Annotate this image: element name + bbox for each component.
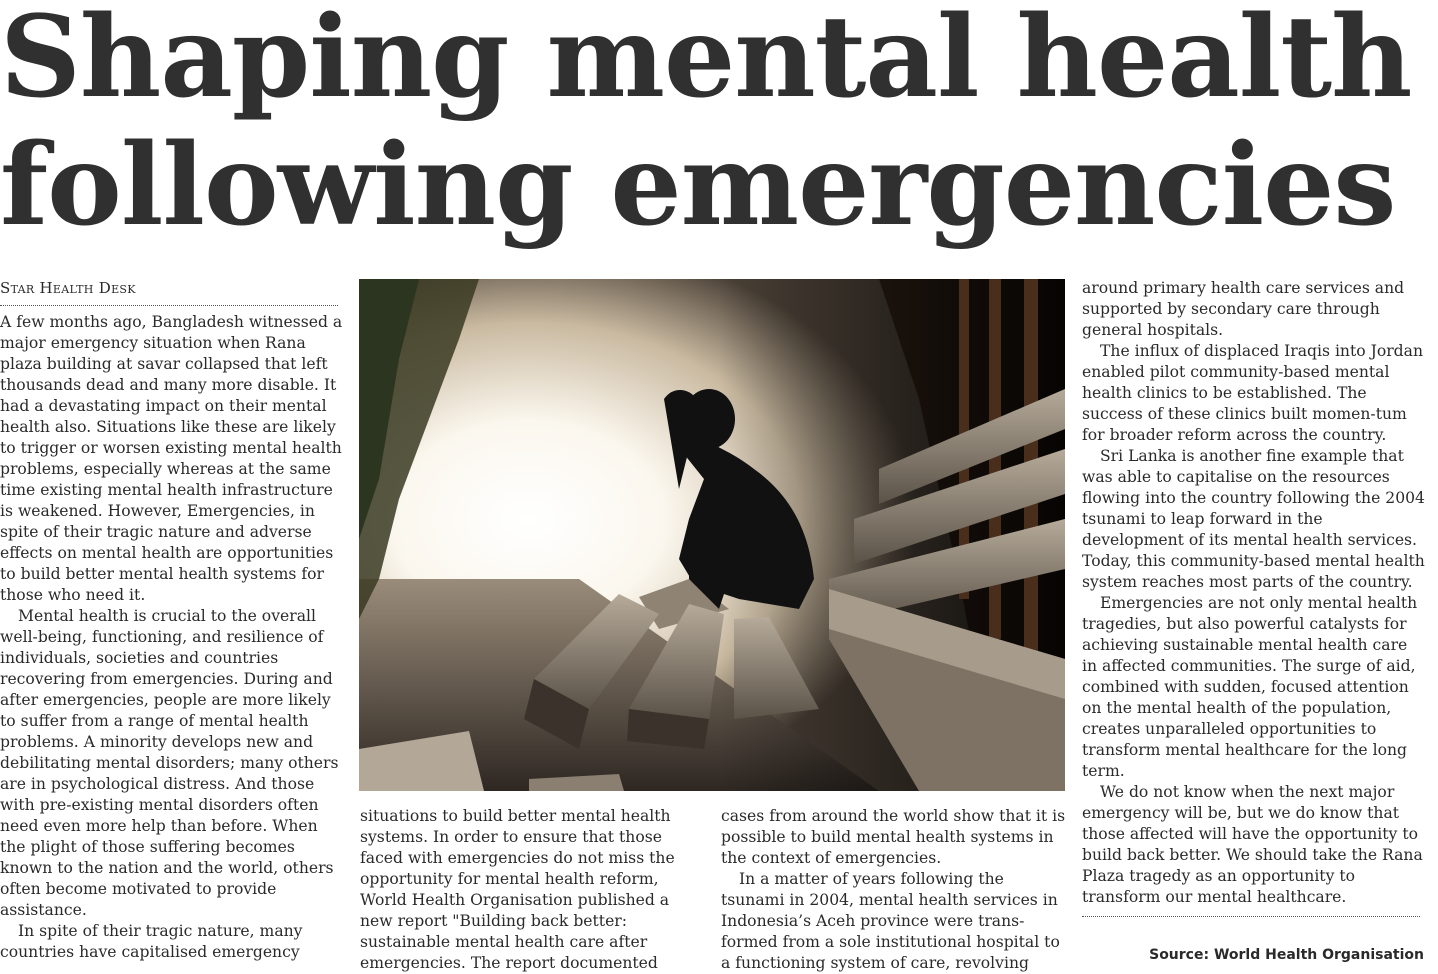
dotted-divider [1082,916,1420,917]
headline-line-1: Shaping mental health [0,0,1412,123]
headline-line-2: following emergencies [0,120,1396,251]
paragraph: situations to build better mental health systems. In order to ensure that those faced with emergencies do not miss the opportunity for mental health reform, World Health Organisation published a new report "Building back better: sustainable mental health care after emergencies. The report documented [360,807,675,972]
paragraph: We do not know when the next major emergency will be, but we do know that those affected will have the opportunity to build back better. We should take the Rana Plaza tragedy as an opportunity to transform our mental healthcare. [1082,783,1423,906]
article-column-3 [721,806,1066,974]
article-photo [359,279,1065,791]
dotted-divider [0,305,338,306]
source-credit: Source: World Health Organisation [1149,947,1424,963]
article-column-1 [0,278,345,963]
paragraph: In a matter of years following the tsunami in 2004, mental health services in Indonesia’s Aceh province were trans-formed from a sole institutional hospital to a functioning system of care, revolving [721,870,1060,972]
paragraph: A few months ago, Bangladesh witnessed a major emergency situation when Rana plaza building at savar collapsed that left thousands dead and many more disable. It had a devastating impact on their mental health also. Situations like these are likely to trigger or worsen existing mental health problems, especially whereas at the same time existing mental health infrastructure is weakened. However, Emergencies, in spite of their tragic nature and adverse effects on mental health are opportunities to build better mental health systems for those who need it. [0,313,343,604]
paragraph: around primary health care services and supported by secondary care through general hospitals. [1082,279,1405,339]
paragraph: In spite of their tragic nature, many countries have capitalised emergency [0,922,303,961]
paragraph: Sri Lanka is another fine example that was able to capitalise on the resources flowing into the country following the 2004 tsunami to leap forward in the development of its mental health services. Today, this community-based mental health system reaches most parts of the country. [1082,447,1425,591]
article-column-4 [1082,278,1427,923]
paragraph: The influx of displaced Iraqis into Jordan enabled pilot community-based mental health clinics to be established. The success of these clinics built momen-tum for broader reform across the country. [1082,342,1424,444]
article-column-2 [360,806,705,974]
byline: Star Health Desk [0,279,136,297]
article-headline [0,0,1438,250]
paragraph: cases from around the world show that it is possible to build mental health systems in the context of emergencies. [721,807,1066,867]
paragraph: Mental health is crucial to the overall well-being, functioning, and resilience of individuals, societies and countries recovering from emergencies. During and after emergencies, people are more likely to suffer from a range of mental health problems. A minority develops new and debilitating mental disorders; many others are in psychological distress. And those with pre-existing mental disorders often need even more help than before. When the plight of those suffering becomes known to the nation and the world, others often become motivated to provide assistance. [0,607,339,919]
paragraph: Emergencies are not only mental health tragedies, but also powerful catalysts for achieving sustainable mental health care in affected communities. The surge of aid, combined with sudden, focused attention on the mental health of the population, creates unparalleled opportunities to transform mental healthcare for the long term. [1082,594,1418,780]
